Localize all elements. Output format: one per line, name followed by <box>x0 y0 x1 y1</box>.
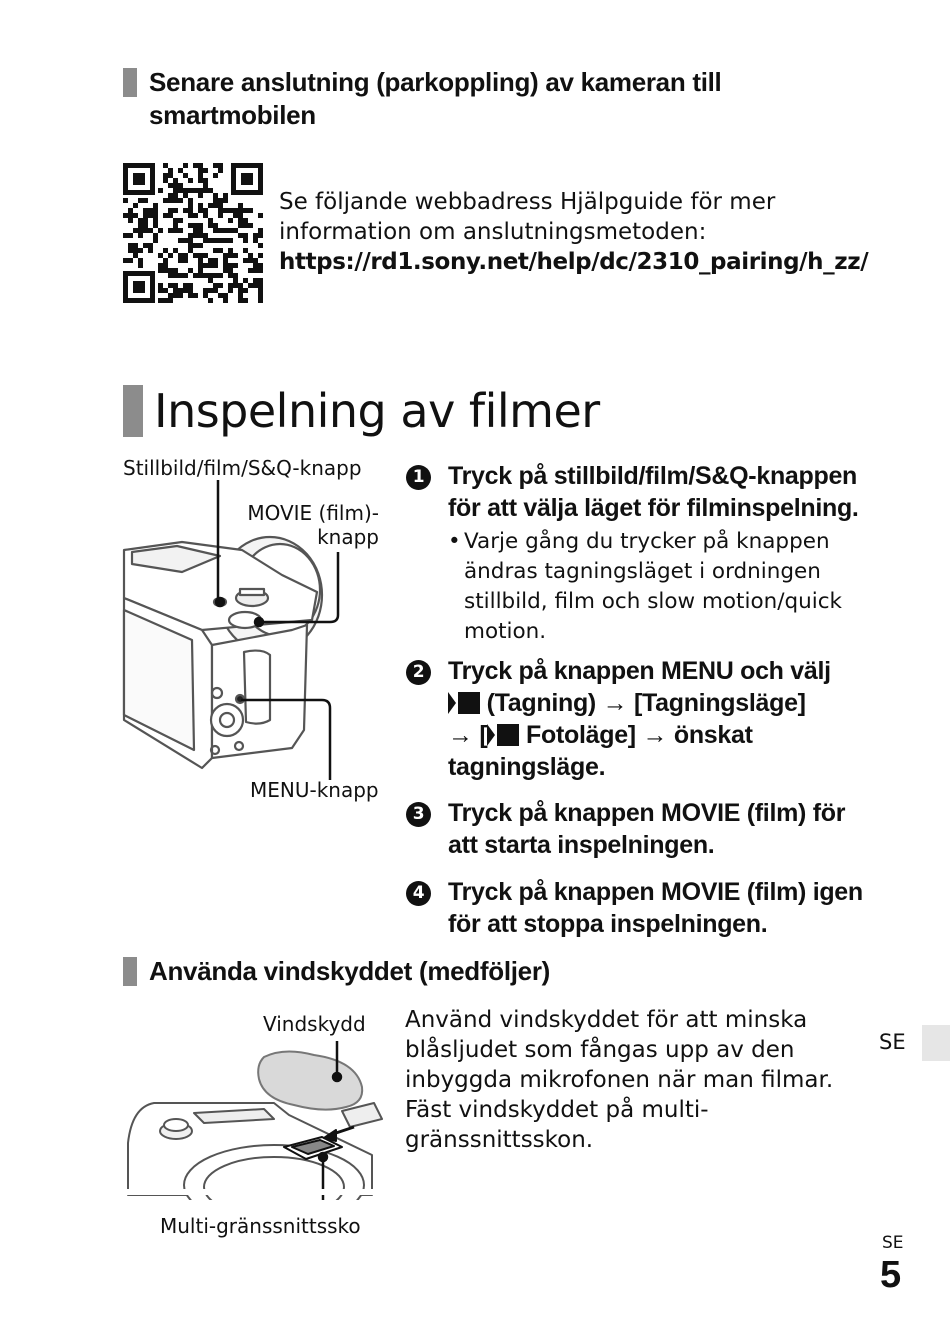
language-tab <box>922 1025 950 1061</box>
step-3: 3 Tryck på knappen MOVIE (film) för att starta inspelningen. <box>406 797 866 861</box>
sq-button-label: Stillbild/film/S&Q-knapp <box>123 456 362 480</box>
shoe-label: Multi-gränssnittssko <box>160 1214 361 1238</box>
windscreen-text: Använd vindskyddet för att minska blåsljudet som fångas upp av den inbyggda mikrofonen när man filmar. Fäst vindskyddet på multi- gränssnittsskon. <box>405 1007 834 1153</box>
title-bar <box>123 385 143 437</box>
windscreen-label: Vindskydd <box>263 1012 366 1036</box>
step-number: 1 <box>406 465 431 490</box>
windscreen-illustration <box>124 1035 384 1200</box>
pairing-heading: Senare anslutning (parkoppling) av kameran till smartmobilen <box>149 67 722 130</box>
step-2: 2 Tryck på knappen MENU och välj (Tagning) → [Tagningsläge] → [ Fotoläge] → önskat tagningsläge. <box>406 655 866 783</box>
movie-button-label: MOVIE (film)- knapp <box>247 501 379 549</box>
step-number: 3 <box>406 802 431 827</box>
step-4: 4 Tryck på knappen MOVIE (film) igen för att stoppa inspelningen. <box>406 876 866 940</box>
arrow-icon: → <box>642 721 668 749</box>
pairing-text: Se följande webbadress Hjälpguide för mer information om anslutningsmetoden: https://rd1.sony.net/help/dc/2310_pairing/h_zz/ <box>279 187 879 277</box>
step-1: 1 Tryck på stillbild/film/S&Q-knappen för att välja läget för filminspelning. <box>406 460 866 524</box>
shooting-menu-icon-block <box>458 692 480 714</box>
qr-code <box>123 163 263 303</box>
help-guide-link[interactable]: https://rd1.sony.net/help/dc/2310_pairing/h_zz/ <box>279 249 869 275</box>
shooting-menu-icon-block <box>497 724 519 746</box>
step-number: 2 <box>406 660 431 685</box>
windscreen-heading: Använda vindskyddet (medföljer) <box>149 956 551 986</box>
arrow-icon: → <box>448 721 473 749</box>
step-number: 4 <box>406 881 431 906</box>
shooting-menu-icon <box>448 692 456 714</box>
step-1-note: • Varje gång du trycker på knappen ändras tagningsläget i ordningen stillbild, film och slow motion/quick motion. <box>448 529 842 644</box>
page-number: 5 <box>880 1254 902 1296</box>
shooting-menu-icon <box>487 724 495 746</box>
arrow-icon: → <box>602 689 628 717</box>
page-language: SE <box>882 1233 904 1253</box>
section-bar <box>123 68 137 97</box>
language-tab-label: SE <box>879 1030 906 1054</box>
menu-button-label: MENU-knapp <box>250 778 379 802</box>
recording-title: Inspelning av filmer <box>154 384 600 438</box>
section-bar <box>123 957 137 986</box>
